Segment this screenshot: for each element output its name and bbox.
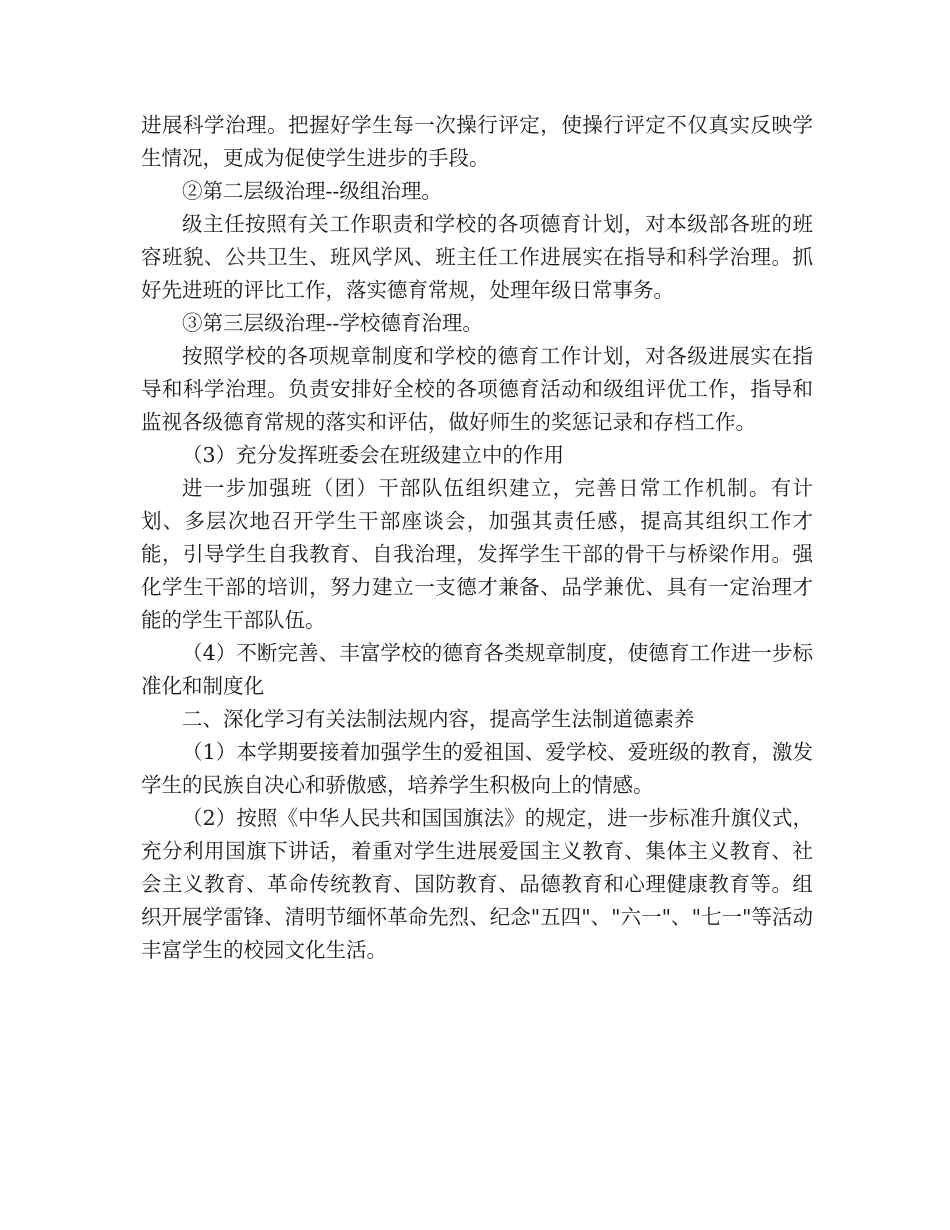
paragraph-3: 级主任按照有关工作职责和学校的各项德育计划，对本级部各班的班容班貌、公共卫生、班风学风、班主任工作进展实在指导和科学治理。抓好先进班的评比工作，落实德育常规，处理年级日常事务。 — [141, 212, 813, 302]
paragraph-8: （4）不断完善、丰富学校的德育各类规章制度，使德育工作进一步标准化和制度化 — [141, 641, 813, 698]
paragraph-9: 二、深化学习有关法制法规内容，提高学生法制道德素养 — [182, 707, 695, 731]
paragraph-1: 进展科学治理。把握好学生每一次操行评定，使操行评定不仅真实反映学生情况，更成为促使学生进步的手段。 — [141, 113, 813, 170]
paragraph-7: 进一步加强班（团）干部队伍组织建立，完善日常工作机制。有计划、多层次地召开学生干部座谈会，加强其责任感，提高其组织工作才能，引导学生自我教育、自我治理，发挥学生干部的骨干与桥梁作用。强化学生干部的培训，努力建立一支德才兼备、品学兼优、具有一定治理才能的学生干部队伍。 — [141, 476, 813, 632]
paragraph-10: （1）本学期要接着加强学生的爱祖国、爱学校、爱班级的教育，激发学生的民族自决心和骄傲感，培养学生积极向上的情感。 — [141, 740, 813, 797]
paragraph-5: 按照学校的各项规章制度和学校的德育工作计划，对各级进展实在指导和科学治理。负责安排好全校的各项德育活动和级组评优工作，指导和监视各级德育常规的落实和评估，做好师生的奖惩记录和存档工作。 — [141, 344, 813, 434]
document-body — [141, 109, 813, 967]
paragraph-2: ②第二层级治理--级组治理。 — [182, 179, 442, 203]
paragraph-4: ③第三层级治理--学校德育治理。 — [182, 311, 483, 335]
paragraph-11: （2）按照《中华人民共和国国旗法》的规定，进一步标准升旗仪式，充分利用国旗下讲话，着重对学生进展爱国主义教育、集体主义教育、社会主义教育、革命传统教育、国防教育、品德教育和心理健康教育等。组织开展学雷锋、清明节缅怀革命先烈、纪念"五四"、"六一"、"七一"等活动丰富学生的校园文化生活。 — [141, 806, 813, 962]
paragraph-6: （3）充分发挥班委会在班级建立中的作用 — [182, 443, 565, 467]
